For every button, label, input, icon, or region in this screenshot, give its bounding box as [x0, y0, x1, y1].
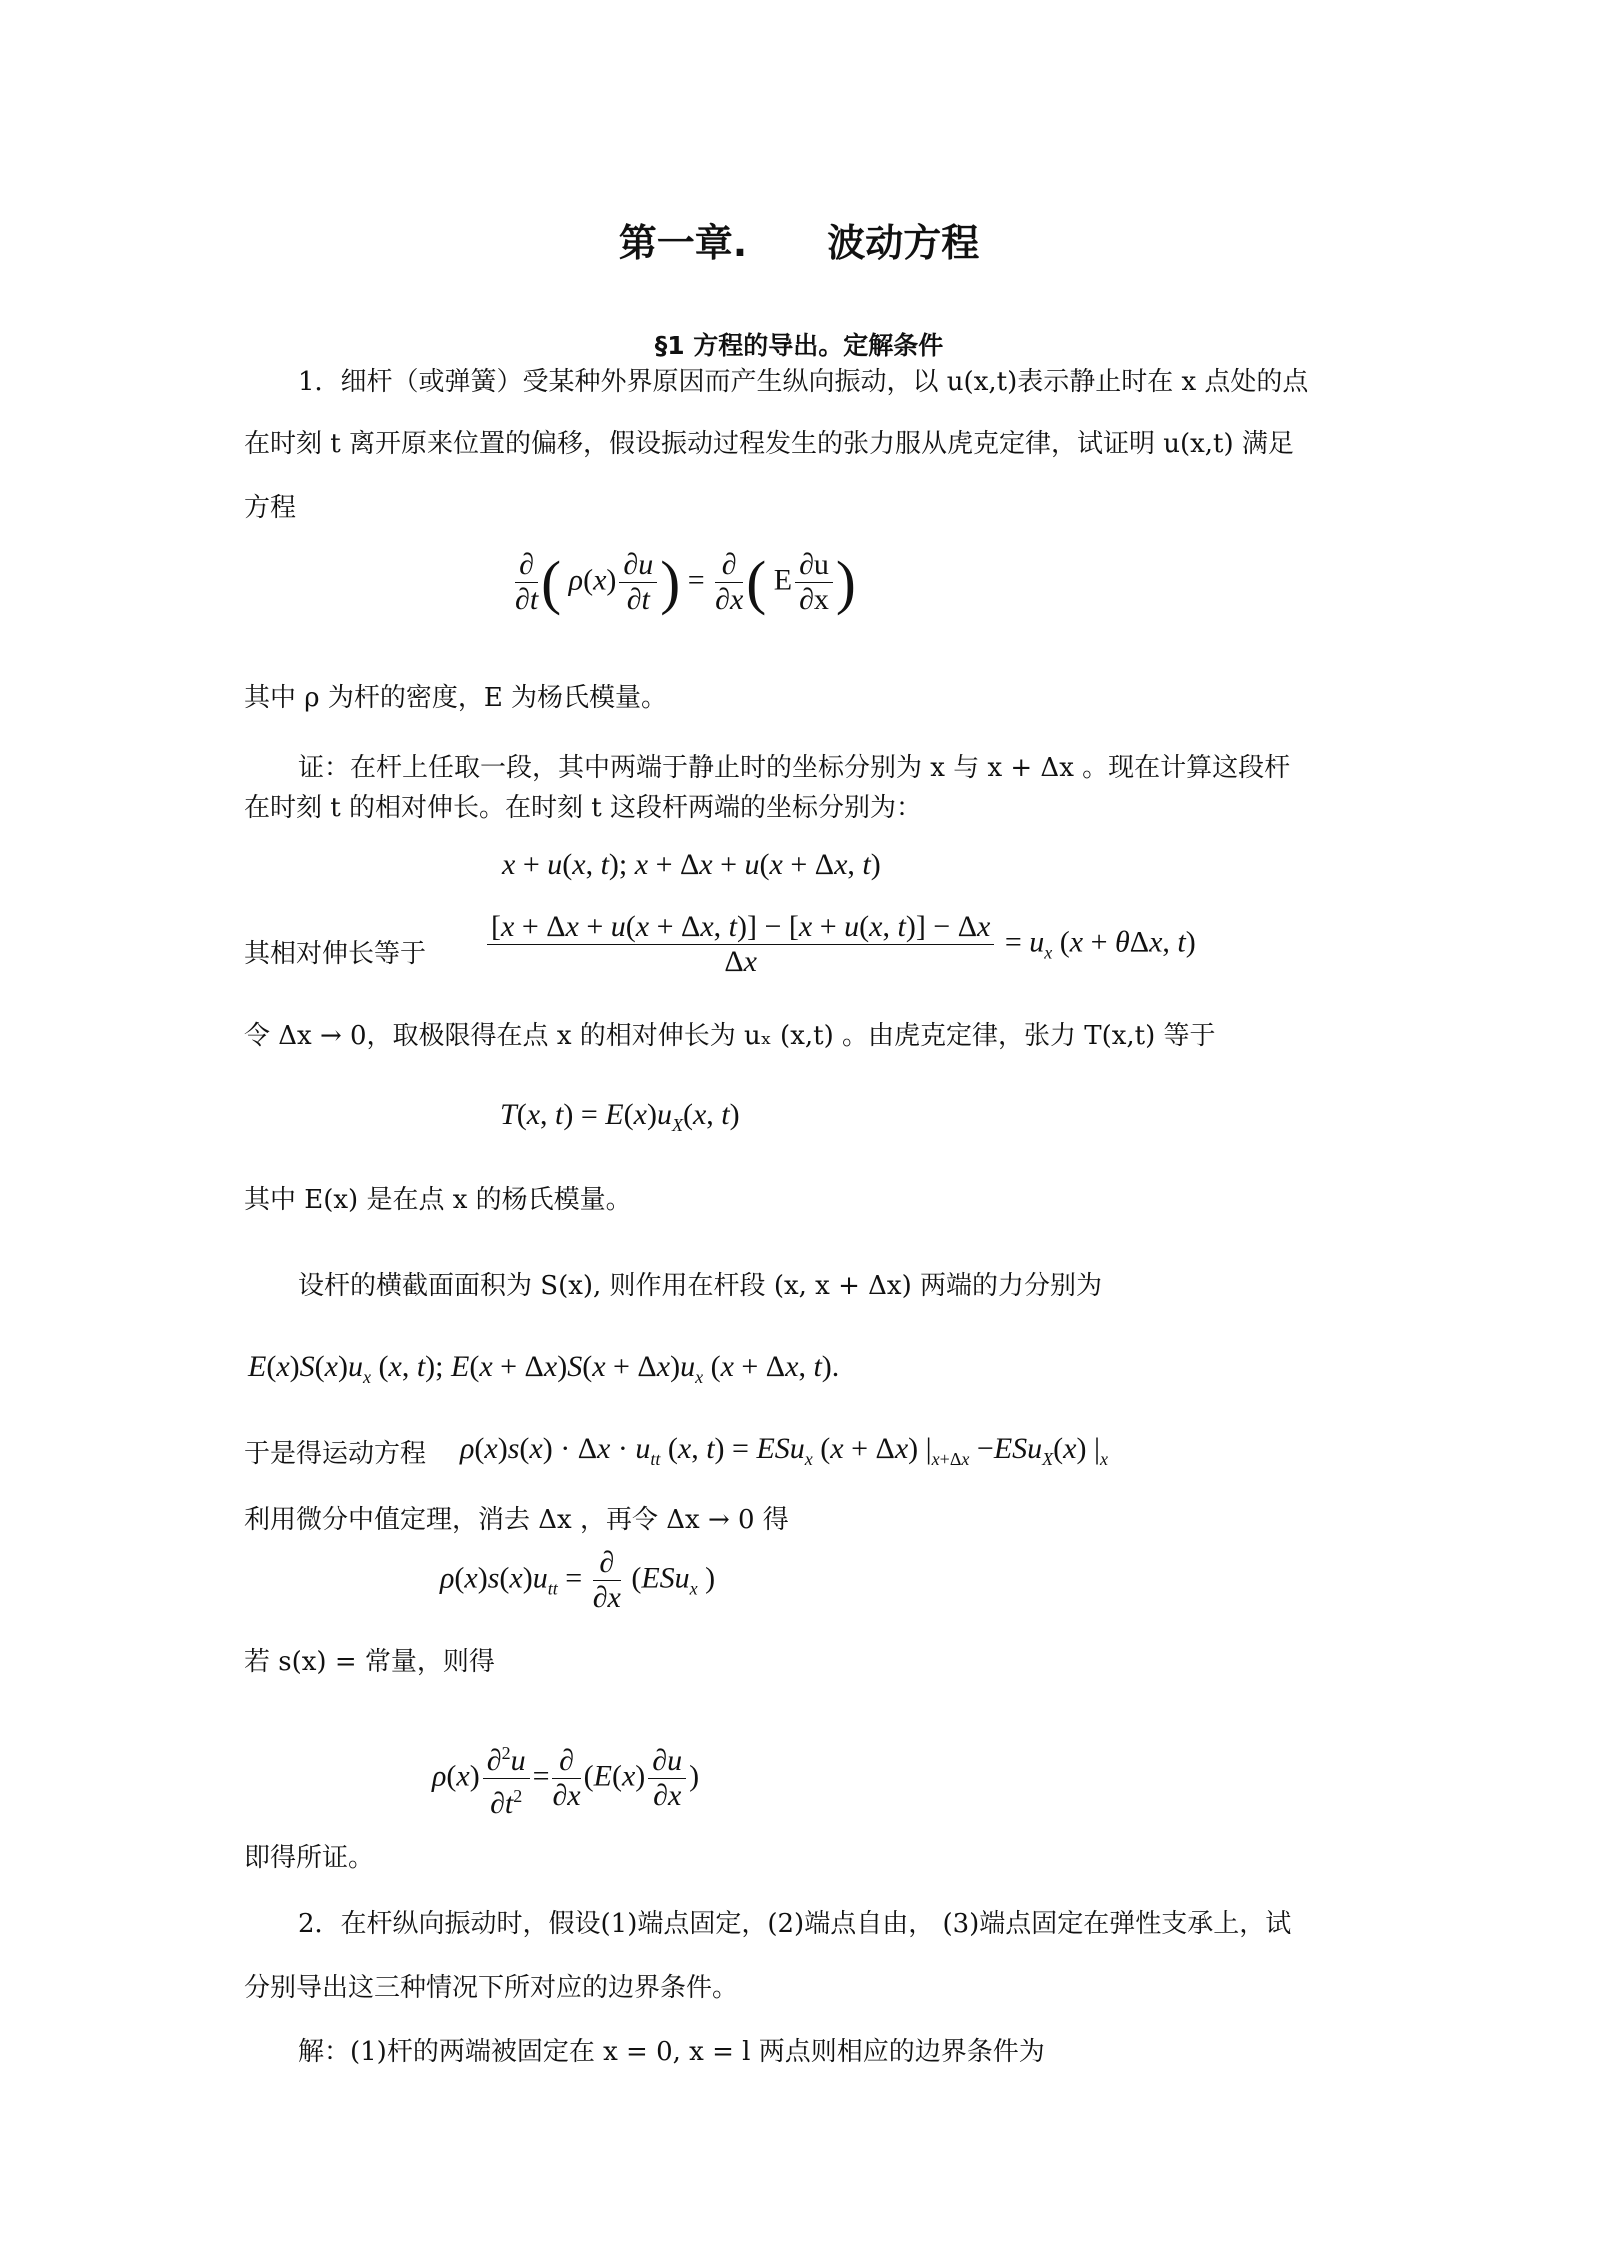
equation-final: ρ(x) $\frac{\partial^2u}{\partial t^2}$ = $\frac{\partial}{\partial x}$ (E(x) $\frac{\partial u}{\partial x}$ ) — [432, 1736, 699, 1821]
chapter-title — [0, 212, 1598, 267]
proof-p1: 证：在杆上任取一段，其中两端于静止时的坐标分别为 x 与 x + Δx 。现在计算这段杆 — [298, 753, 1291, 783]
equation-motion: $\rho(x)s(x) \cdot \Delta x \cdot u_{tt}$ (x, t) = ESu$_x$ (x + Δx) $|_{x+\Delta x} -ESu_X(x)$ $|_x$ — [460, 1432, 1108, 1469]
problem2-solution: 解：(1)杆的两端被固定在 x = 0, x = l 两点则相应的边界条件为 — [298, 2037, 1045, 2067]
proof-S-text: 设杆的横截面面积为 S(x), 则作用在杆段 (x, x + Δx) 两端的力分别为 — [298, 1271, 1102, 1301]
relative-elongation-label: 其相对伸长等于 — [244, 939, 427, 969]
motion-label: 于是得运动方程 — [244, 1439, 427, 1469]
equation-relative-elongation: $\frac{[x + \Delta x + u(x + \Delta x, t)] - [x + u(x, t)] - \Delta x}{\Delta x}$ = $u_x$ (x + θΔx, t) — [484, 910, 1196, 979]
section-title: §1 方程的导出。定解条件 — [654, 331, 944, 360]
proof-const-text: 若 s(x) = 常量，则得 — [244, 1647, 495, 1677]
problem1-explain: 其中 ρ 为杆的密度，E 为杨氏模量。 — [244, 683, 668, 713]
proof-E-text: 其中 E(x) 是在点 x 的杨氏模量。 — [244, 1185, 632, 1215]
equation-wave-rod: $\frac{\partial}{\partial t}$ ( ρ(x) $\frac{\partial u}{\partial t}$ ) = $\frac{\partial}{\partial x}$ ( E $\frac{\partial u}{\partial x}$ ) — [515, 548, 856, 616]
chapter-name: 波动方程 — [827, 221, 980, 265]
proof-done: 即得所证。 — [244, 1843, 375, 1873]
problem2-line1: 2．在杆纵向振动时，假设(1)端点固定，(2)端点自由， (3)端点固定在弹性支承上，试 — [298, 1909, 1292, 1939]
problem1-line2: 在时刻 t 离开原来位置的偏移，假设振动过程发生的张力服从虎克定律，试证明 u(x,t) 满足 — [244, 429, 1294, 459]
problem2-line2: 分别导出这三种情况下所对应的边界条件。 — [244, 1973, 739, 2003]
problem1-line3: 方程 — [244, 493, 297, 523]
equation-limit-motion: $\rho(x)s(x)u_{tt}$ = $\frac{\partial}{\partial x}$ (ESu$_x$ ) — [440, 1546, 716, 1614]
proof-limit-text: 令 Δx → 0，取极限得在点 x 的相对伸长为 uₓ (x,t) 。由虎克定律，张力 T(x,t) 等于 — [244, 1021, 1216, 1051]
equation-tension: T(x, $t) = E(x)u_X(x$, t) — [500, 1098, 740, 1135]
proof-mvt-text: 利用微分中值定理，消去 Δx ，再令 Δx → 0 得 — [244, 1505, 789, 1535]
equation-endpoints: x + u(x, t); x + Δx + u(x + Δx, t) — [502, 848, 881, 881]
problem1-line1: 1．细杆（或弹簧）受某种外界原因而产生纵向振动，以 u(x,t)表示静止时在 x 点处的点 — [298, 367, 1309, 397]
proof-p2: 在时刻 t 的相对伸长。在时刻 t 这段杆两端的坐标分别为： — [244, 793, 922, 823]
equation-forces: $E(x)S(x)u_x$ (x, t); $E(x + \Delta x)S(x + \Delta x)u_x$ (x + Δx, t). — [248, 1350, 840, 1387]
chapter-number: 第一章. — [618, 221, 748, 265]
